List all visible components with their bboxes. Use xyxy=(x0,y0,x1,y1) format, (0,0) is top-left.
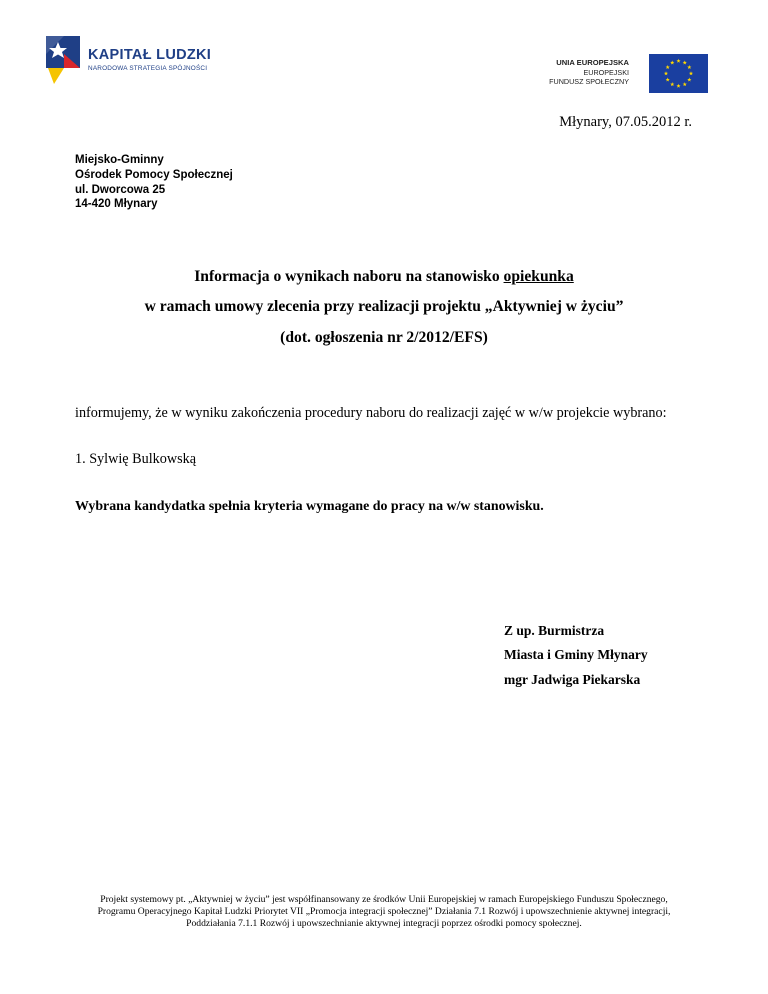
footer-note xyxy=(30,894,738,931)
selected-candidate: 1. Sylwię Bulkowską xyxy=(75,451,196,467)
body-paragraph: informujemy, że w wyniku zakończenia procedury naboru do realizacji zajęć w w/w projekcie wybrano: xyxy=(75,405,667,421)
signature-line-1: Z up. Burmistrza xyxy=(504,623,605,638)
eu-flag-icon xyxy=(649,54,708,93)
address-line-3: ul. Dworcowa 25 xyxy=(75,183,166,196)
signature-name: mgr Jadwiga Piekarska xyxy=(504,672,641,687)
eu-logo-text xyxy=(549,58,629,87)
kapital-ludzki-emblem-icon xyxy=(44,34,82,86)
signature-line-2: Miasta i Gminy Młynary xyxy=(504,647,648,662)
eu-logo-line2: EUROPEJSKI xyxy=(583,67,629,77)
kapital-ludzki-title: KAPITAŁ LUDZKI xyxy=(88,47,212,63)
eu-logo xyxy=(549,54,708,94)
sender-address xyxy=(75,153,233,212)
address-line-1: Miejsko-Gminny xyxy=(75,154,164,166)
candidate-note: Wybrana kandydatka spełnia kryteria wymagane do pracy na w/w stanowisku. xyxy=(75,499,544,514)
footer-line-3: Poddziałania 7.1.1 Rozwój i upowszechnianie aktywnej integracji poprzez ośrodki pomocy społecznej. xyxy=(186,918,582,930)
document-title-line-2: w ramach umowy zlecenia przy realizacji projektu „Aktywniej w życiu” xyxy=(144,298,624,315)
address-line-4: 14-420 Młynary xyxy=(75,198,158,211)
kapital-ludzki-logo xyxy=(44,34,214,86)
title-prefix: Informacja o wynikach naboru na stanowisko xyxy=(194,268,504,285)
document-title-line-3: (dot. ogłoszenia nr 2/2012/EFS) xyxy=(280,329,488,346)
document-date: Młynary, 07.05.2012 r. xyxy=(559,114,692,130)
address-line-2: Ośrodek Pomocy Społecznej xyxy=(75,168,233,181)
document-title-line-1 xyxy=(60,268,708,286)
footer-line-1: Projekt systemowy pt. „Aktywniej w życiu” jest współfinansowany ze środków Unii Europejskiej w ramach Europejskiego Funduszu Społecznego, xyxy=(100,894,668,905)
eu-logo-line3: FUNDUSZ SPOŁECZNY xyxy=(549,77,629,87)
title-position: opiekunka xyxy=(503,268,574,285)
footer-line-2: Programu Operacyjnego Kapitał Ludzki Priorytet VII „Promocja integracji społecznej” Działania 7.1 Rozwój i upowszechnienie aktywnej integracji, xyxy=(97,906,671,918)
kapital-ludzki-subtitle: NARODOWA STRATEGIA SPÓJNOŚCI xyxy=(88,65,208,72)
eu-logo-title: UNIA EUROPEJSKA xyxy=(556,58,629,67)
